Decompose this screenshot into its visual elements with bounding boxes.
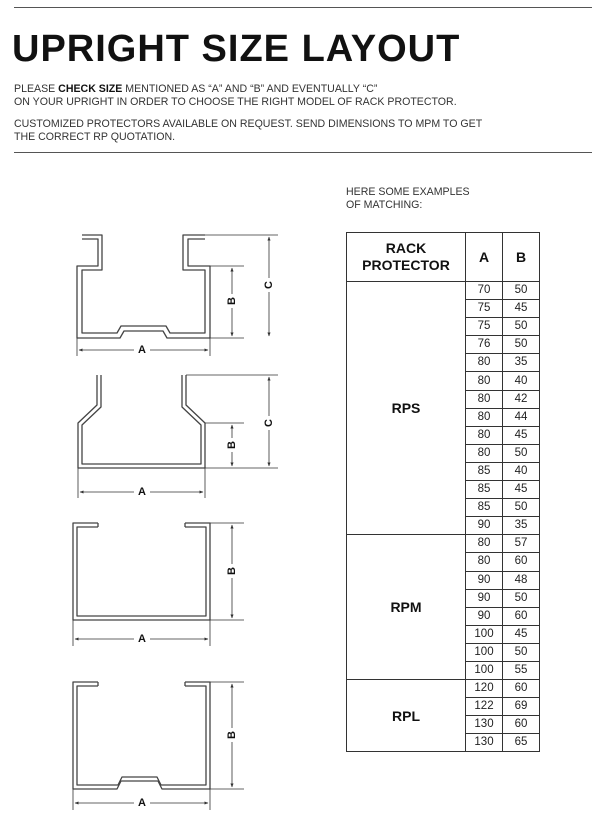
cell-b: 45 [503,426,540,444]
cell-b: 45 [503,625,540,643]
cell-b: 35 [503,517,540,535]
cell-a: 75 [466,318,503,336]
cell-b: 45 [503,300,540,318]
custom-note-line-2: THE CORRECT RP QUOTATION. [14,131,176,143]
cell-a: 80 [466,390,503,408]
cell-b: 50 [503,589,540,607]
profile-2-b-label: B [226,441,238,449]
examples-note [346,186,470,212]
check-size-emphasis: CHECK SIZE [58,83,123,95]
examples-note-line-2: OF MATCHING: [346,199,423,211]
cell-b: 44 [503,408,540,426]
profile-3-dimensions [73,523,244,646]
cell-b: 60 [503,716,540,734]
profile-4-a-label: A [138,797,146,809]
profile-1-c-label: C [263,281,275,289]
profile-1-omega-grooved [77,235,210,338]
intro-line-1-start: PLEASE [14,83,59,95]
cell-b: 55 [503,661,540,679]
cell-a: 100 [466,625,503,643]
cell-b: 40 [503,372,540,390]
cell-a: 80 [466,553,503,571]
cell-a: 80 [466,444,503,462]
cell-a: 70 [466,282,503,300]
cell-b: 48 [503,571,540,589]
group-name-rpm: RPM [347,535,466,680]
profile-1-b-label: B [226,297,238,305]
table-row [347,680,540,698]
matching-table [346,232,540,752]
profile-2-dimensions [78,375,278,498]
cell-b: 35 [503,354,540,372]
cell-b: 60 [503,607,540,625]
cell-a: 122 [466,698,503,716]
cell-b: 50 [503,444,540,462]
profile-3-b-label: B [226,567,238,575]
cell-a: 85 [466,499,503,517]
cell-a: 80 [466,408,503,426]
cell-a: 90 [466,517,503,535]
profile-1-a-label: A [138,344,146,356]
cell-b: 50 [503,282,540,300]
intro-line-1-end: MENTIONED AS “A” AND “B” AND EVENTUALLY “C” [122,83,378,95]
cell-a: 80 [466,535,503,553]
header-a: A [466,233,503,282]
matching-table-body [347,282,540,752]
cell-a: 100 [466,661,503,679]
cell-a: 130 [466,734,503,752]
matching-table-head [347,233,540,282]
cell-b: 69 [503,698,540,716]
group-name-rpl: RPL [347,680,466,752]
group-name-rps: RPS [347,282,466,535]
cell-b: 57 [503,535,540,553]
cell-a: 80 [466,426,503,444]
header-protector: PROTECTOR [362,257,450,273]
cell-a: 85 [466,462,503,480]
profile-2-splayed [78,375,205,468]
cell-b: 60 [503,553,540,571]
cell-b: 65 [503,734,540,752]
cell-b: 40 [503,462,540,480]
table-row [347,282,540,300]
header-b: B [503,233,540,282]
cell-a: 75 [466,300,503,318]
intro-line-2: ON YOUR UPRIGHT IN ORDER TO CHOOSE THE RIGHT MODEL OF RACK PROTECTOR. [14,96,457,108]
cell-a: 76 [466,336,503,354]
profile-4-dimensions [73,682,244,810]
cell-b: 60 [503,680,540,698]
cell-a: 120 [466,680,503,698]
matching-table-header-row [347,233,540,282]
profile-2-c-label: C [263,419,275,427]
cell-b: 50 [503,336,540,354]
cell-b: 45 [503,481,540,499]
cell-a: 100 [466,643,503,661]
header-rack: RACK [385,240,427,256]
cell-a: 130 [466,716,503,734]
cell-a: 90 [466,571,503,589]
examples-note-line-1: HERE SOME EXAMPLES [346,186,470,198]
profile-4-b-label: B [226,731,238,739]
profile-3-c-channel [73,523,210,620]
cell-b: 50 [503,643,540,661]
cell-b: 42 [503,390,540,408]
page-title: UPRIGHT SIZE LAYOUT [12,28,461,70]
custom-note-line-1: CUSTOMIZED PROTECTORS AVAILABLE ON REQUEST. SEND DIMENSIONS TO MPM TO GET [14,118,483,130]
profile-2-a-label: A [138,486,146,498]
profile-3-a-label: A [138,633,146,645]
header-rack-protector [347,233,466,282]
cell-a: 90 [466,589,503,607]
cell-b: 50 [503,499,540,517]
table-row [347,535,540,553]
cell-a: 85 [466,481,503,499]
cell-a: 90 [466,607,503,625]
cell-b: 50 [503,318,540,336]
cell-a: 80 [466,372,503,390]
profile-4-c-channel-grooved [73,682,210,789]
cell-a: 80 [466,354,503,372]
